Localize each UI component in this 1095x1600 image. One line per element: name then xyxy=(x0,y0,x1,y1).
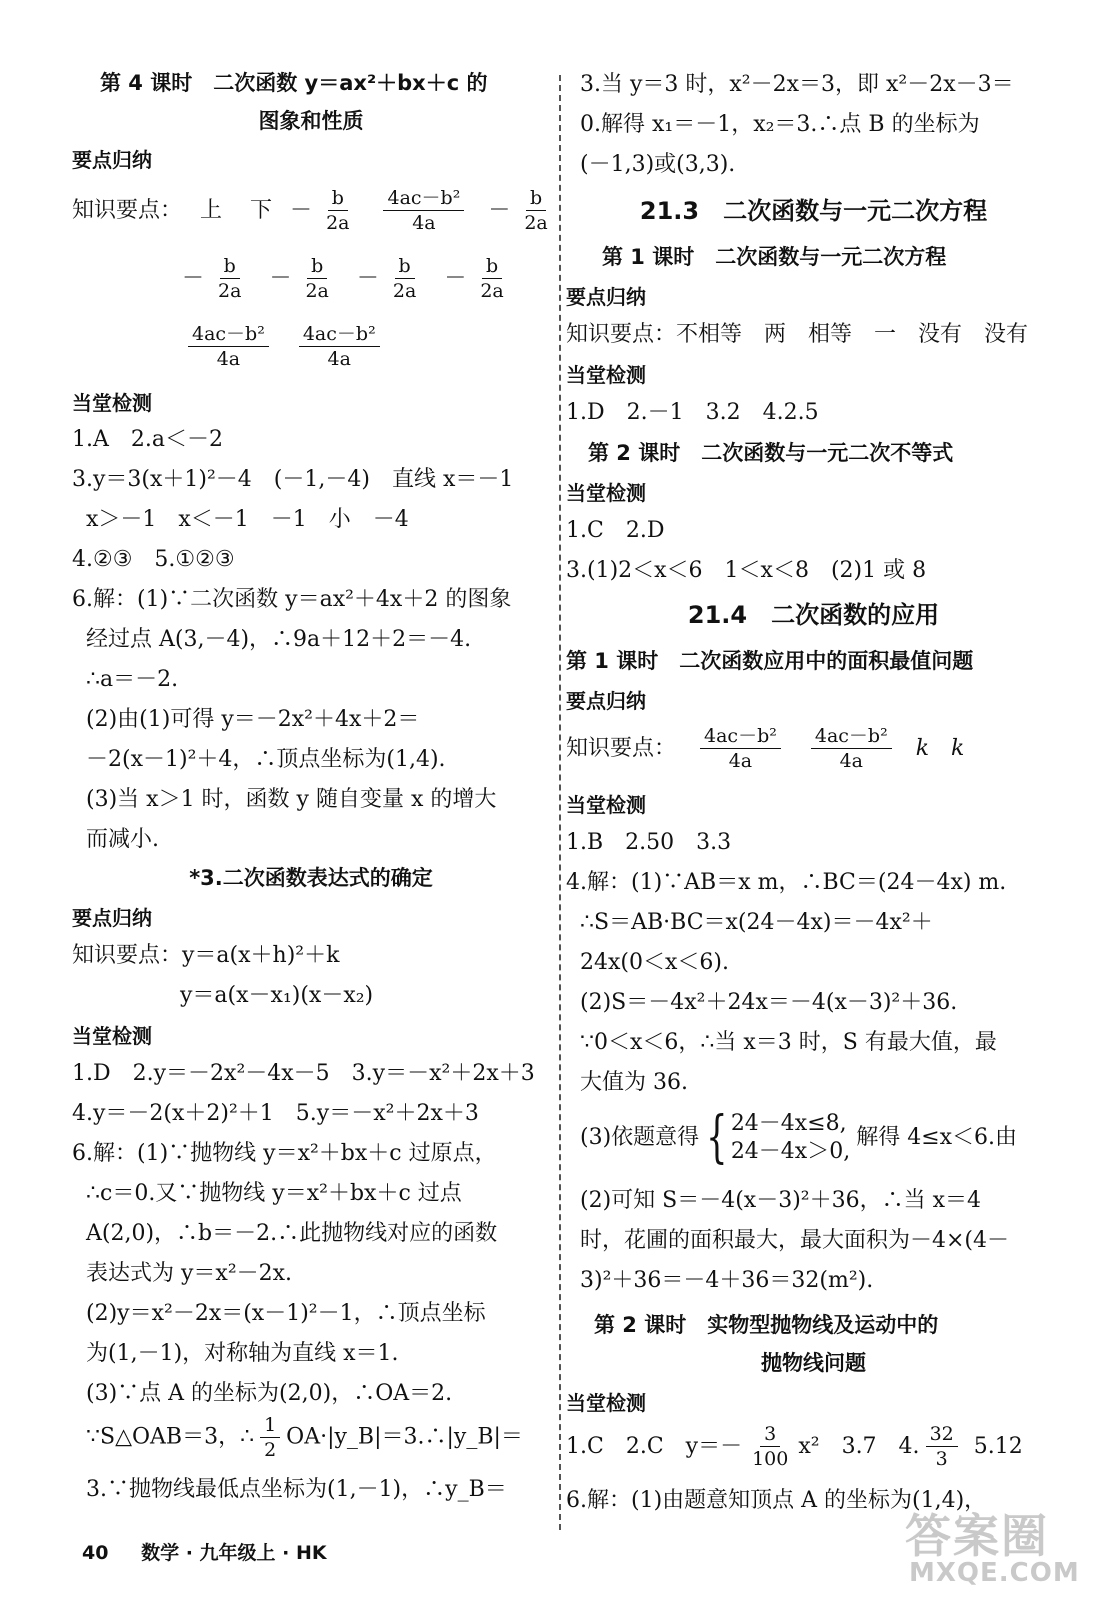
key-points-row xyxy=(566,724,964,773)
answer-line: ∴a＝－2. xyxy=(86,667,179,692)
answer-line-area: ∵S△OAB＝3，∴ $\frac{1}{2}$ OA·|y_B|＝3.∴|y_B|＝ xyxy=(86,1414,523,1461)
answer-line: 时，花圃的面积最大，最大面积为－4×(4－ xyxy=(580,1228,1010,1253)
kp-frac-8: $\frac{\text{4ac－b²}}{4a}$ xyxy=(182,322,275,371)
page-number: 40 xyxy=(82,1542,109,1564)
answer-line: 1.C 2.D xyxy=(566,518,665,543)
check-heading: 当堂检测 xyxy=(566,1391,646,1415)
answer-line: 4.解：(1)∵AB＝x m，∴BC＝(24－4x) m. xyxy=(566,870,1007,895)
answer-line: －2(x－1)²＋4，∴顶点坐标为(1,4). xyxy=(86,747,446,772)
answer-line: 而减小. xyxy=(86,827,159,852)
watermark-url: MXQE.COM xyxy=(909,1558,1080,1588)
key-points-line: 知识要点：不相等 两 相等 一 没有 没有 xyxy=(566,322,1029,347)
key-points-heading: 要点归纳 xyxy=(72,906,152,930)
kp-frac-6: － $\frac{b}{2a}$ xyxy=(356,255,417,302)
answer-line: 1.D 2.－1 3.2 4.2.5 xyxy=(566,400,819,425)
answer-line: 经过点 A(3,－4)，∴9a＋12＋2＝－4. xyxy=(86,627,472,652)
kp-label: 知识要点： xyxy=(72,197,183,223)
answer-line: 3.∵抛物线最低点坐标为(1,－1)，∴y_B＝ xyxy=(86,1477,507,1502)
answer-line: 6.解：(1)∵二次函数 y＝ax²＋4x＋2 的图象 xyxy=(72,587,512,612)
answer-line: ∵0＜x＜6，∴当 x＝3 时，S 有最大值，最 xyxy=(580,1030,997,1055)
section-title: 21.3 二次函数与一元二次方程 xyxy=(639,197,988,225)
answer-line: 0.解得 x₁＝－1，x₂＝3.∴点 B 的坐标为 xyxy=(580,112,980,137)
answer-line: 6.解：(1)由题意知顶点 A 的坐标为(1,4)， xyxy=(566,1488,987,1513)
kp-frac-5: － $\frac{b}{2a}$ xyxy=(269,255,329,302)
kp-k: k k xyxy=(915,735,965,761)
lesson-title: 第 1 课时 二次函数与一元二次方程 xyxy=(602,245,947,269)
answer-line-fractions: 1.C 2.C y＝－ $\frac{3}{100}$ x² 3.7 4. $\frac{32}{3}$ 5.12 xyxy=(566,1423,1023,1470)
kp-up: 上 xyxy=(200,197,223,223)
kp-frac-9: $\frac{\text{4ac－b²}}{4a}$ xyxy=(293,322,386,371)
answer-line: 3.当 y＝3 时，x²－2x＝3，即 x²－2x－3＝ xyxy=(580,72,1014,97)
watermark xyxy=(905,1500,1080,1595)
kp-frac: $\frac{\text{4ac－b²}}{4a}$ xyxy=(700,724,781,773)
answer-line: A(2,0)，∴b＝－2.∴此抛物线对应的函数 xyxy=(86,1221,498,1246)
answer-line: (2)由(1)可得 y＝－2x²＋4x＋2＝ xyxy=(86,707,420,732)
column-divider xyxy=(559,75,561,1530)
watermark-logo: 答案圈 xyxy=(905,1509,1049,1563)
answer-line: (3)∵点 A 的坐标为(2,0)，∴OA＝2. xyxy=(86,1381,453,1406)
key-points-heading: 要点归纳 xyxy=(72,148,152,172)
inequality-system: (3)依题意得 { 24－4x≤8, 24－4x＞0, 解得 4≤x＜6.由 xyxy=(580,1105,1018,1170)
answer-line: (－1,3)或(3,3). xyxy=(580,152,736,177)
kp-frac-3: － $\frac{b}{2a}$ xyxy=(488,187,548,234)
section-title: 21.4 二次函数的应用 xyxy=(687,601,940,629)
kp-frac-2: $\frac{\text{4ac－b²}}{4a}$ xyxy=(377,186,470,235)
key-points-row-1 xyxy=(72,186,558,235)
lesson-title: 第 4 课时 二次函数 y＝ax²＋bx＋c 的 xyxy=(100,71,488,95)
key-points-heading: 要点归纳 xyxy=(566,285,646,309)
answer-line: 4.②③ 5.①②③ xyxy=(72,547,235,572)
book-subject: 数学 · 九年级上 · HK xyxy=(141,1542,327,1564)
kp-frac-7: － $\frac{b}{2a}$ xyxy=(444,255,504,302)
answer-line: ∴S＝AB·BC＝x(24－4x)＝－4x²＋ xyxy=(580,910,933,935)
answer-line: x＞－1 x＜－1 －1 小 －4 xyxy=(86,507,409,532)
answer-line: 3.y＝3(x＋1)²－4 (－1,－4) 直线 x＝－1 xyxy=(72,467,514,492)
answer-line: 6.解：(1)∵抛物线 y＝x²＋bx＋c 过原点， xyxy=(72,1141,497,1166)
key-points-row-2 xyxy=(182,254,514,303)
kp-frac-1: － $\frac{b}{2a}$ xyxy=(290,187,350,234)
lesson-title: 第 2 课时 二次函数与一元二次不等式 xyxy=(588,441,954,465)
kp-frac: $\frac{\text{4ac－b²}}{4a}$ xyxy=(811,724,892,773)
lesson-title: 第 1 课时 二次函数应用中的面积最值问题 xyxy=(566,649,974,673)
check-heading: 当堂检测 xyxy=(72,1024,152,1048)
kp-down: 下 xyxy=(250,197,273,223)
key-points-row-3 xyxy=(182,322,386,371)
answer-line: ∴c＝0.又∵抛物线 y＝x²＋bx＋c 过点 xyxy=(86,1181,462,1206)
lesson-title-cont: 抛物线问题 xyxy=(761,1351,866,1375)
kp-label: 知识要点： xyxy=(566,735,677,761)
page-footer xyxy=(82,1538,327,1565)
answer-line: (2)可知 S＝－4(x－3)²＋36，∴当 x＝4 xyxy=(580,1188,982,1213)
key-points-line: 知识要点：y＝a(x＋h)²＋k xyxy=(72,943,340,968)
answer-line: 1.A 2.a＜－2 xyxy=(72,427,223,452)
answer-line: (2)S＝－4x²＋24x＝－4(x－3)²＋36. xyxy=(580,990,958,1015)
lesson-title-cont: 图象和性质 xyxy=(258,109,364,133)
answer-line: (3)当 x＞1 时，函数 y 随自变量 x 的增大 xyxy=(86,787,497,812)
answer-line: 1.B 2.50 3.3 xyxy=(566,830,732,855)
check-heading: 当堂检测 xyxy=(566,363,646,387)
check-heading: 当堂检测 xyxy=(566,481,646,505)
answer-line: 1.D 2.y＝－2x²－4x－5 3.y＝－x²＋2x＋3 xyxy=(72,1061,535,1086)
answer-line: 表达式为 y＝x²－2x. xyxy=(86,1261,293,1286)
key-points-heading: 要点归纳 xyxy=(566,689,646,713)
answer-line: 3.(1)2＜x＜6 1＜x＜8 (2)1 或 8 xyxy=(566,558,927,583)
check-heading: 当堂检测 xyxy=(566,793,646,817)
subsection-title: *3.二次函数表达式的确定 xyxy=(189,866,433,890)
key-points-line: y＝a(x－x₁)(x－x₂) xyxy=(180,983,374,1008)
answer-line: 3)²＋36＝－4＋36＝32(m²). xyxy=(580,1268,874,1293)
answer-line: 为(1,－1)，对称轴为直线 x＝1. xyxy=(86,1341,399,1366)
check-heading: 当堂检测 xyxy=(72,391,152,415)
answer-line: 24x(0＜x＜6). xyxy=(580,950,729,975)
kp-frac-4: － $\frac{b}{2a}$ xyxy=(182,255,242,302)
answer-line: 大值为 36. xyxy=(580,1070,688,1095)
answer-line: (2)y＝x²－2x＝(x－1)²－1，∴顶点坐标 xyxy=(86,1301,486,1326)
lesson-title: 第 2 课时 实物型抛物线及运动中的 xyxy=(594,1313,939,1337)
answer-line: 4.y＝－2(x＋2)²＋1 5.y＝－x²＋2x＋3 xyxy=(72,1101,479,1126)
